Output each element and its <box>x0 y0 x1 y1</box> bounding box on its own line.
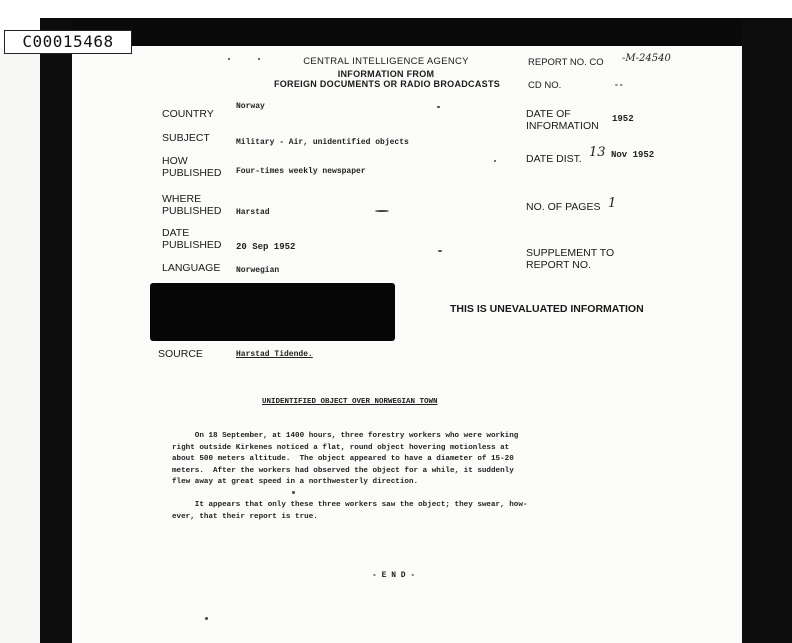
scan-edge-top <box>40 18 792 46</box>
header-line-3: FOREIGN DOCUMENTS OR RADIO BROADCASTS <box>273 79 501 89</box>
redaction-block <box>150 283 395 341</box>
how-published-value: Four-times weekly newspaper <box>236 167 366 176</box>
article-paragraph-1: On 18 September, at 1400 hours, three forestry workers who were working right outside Kirkenes noticed a flat, round object hovering motionless at about 500 meters altitude. The object appeared to have a diameter of 15-20 meters. After the workers had observed the object for a while, it suddenly flew away at great speed in a northwesterly direction. <box>172 432 519 486</box>
how-published-label: HOW PUBLISHED <box>162 155 222 179</box>
date-published-value: 20 Sep 1952 <box>236 242 296 252</box>
scan-speck <box>228 58 230 60</box>
scan-speck <box>375 210 389 212</box>
country-value: Norway <box>236 102 265 111</box>
unevaluated-notice: THIS IS UNEVALUATED INFORMATION <box>450 303 644 315</box>
scan-edge-left <box>40 18 72 643</box>
document-id-stamp: C00015468 <box>4 30 132 54</box>
report-no-label: REPORT NO. CO <box>528 57 604 68</box>
source-value: Harstad Tidende. <box>236 350 313 359</box>
date-published-label: DATE PUBLISHED <box>162 227 222 251</box>
scan-speck <box>494 160 496 162</box>
subject-value: Military - Air, unidentified objects <box>236 138 409 147</box>
date-of-information-value: 1952 <box>612 114 634 124</box>
scan-speck <box>438 250 442 252</box>
language-label: LANGUAGE <box>162 262 221 274</box>
source-label: SOURCE <box>158 348 203 360</box>
date-dist-month-year: Nov 1952 <box>611 150 655 160</box>
scan-speck <box>258 58 260 60</box>
date-dist-day: 13 <box>589 145 606 160</box>
language-value: Norwegian <box>236 266 280 275</box>
date-dist-label: DATE DIST. <box>526 153 582 165</box>
scan-speck <box>205 617 208 620</box>
where-published-label: WHERE PUBLISHED <box>162 193 222 217</box>
number-of-pages-label: NO. OF PAGES <box>526 201 601 213</box>
report-no-value: -M-24540 <box>622 53 671 64</box>
scan-speck <box>292 491 295 494</box>
article-heading: UNIDENTIFIED OBJECT OVER NORWEGIAN TOWN <box>262 398 438 406</box>
date-of-information-label: DATE OF INFORMATION <box>526 108 599 132</box>
article-paragraph-2: It appears that only these three workers saw the object; they swear, how- ever, that their report is true. <box>172 501 528 521</box>
scan-edge-right <box>742 18 792 643</box>
end-marker: - E N D - <box>372 571 416 580</box>
where-published-value: Harstad <box>236 208 270 217</box>
cd-no-value: -- <box>614 81 624 90</box>
header-line-2: INFORMATION FROM <box>337 69 435 79</box>
subject-label: SUBJECT <box>162 132 210 144</box>
scan-speck <box>437 106 440 108</box>
country-label: COUNTRY <box>162 108 214 120</box>
supplement-label: SUPPLEMENT TO REPORT NO. <box>526 247 615 271</box>
cd-no-label: CD NO. <box>528 80 562 91</box>
number-of-pages-value: 1 <box>608 196 617 211</box>
agency-title: CENTRAL INTELLIGENCE AGENCY <box>303 56 469 67</box>
